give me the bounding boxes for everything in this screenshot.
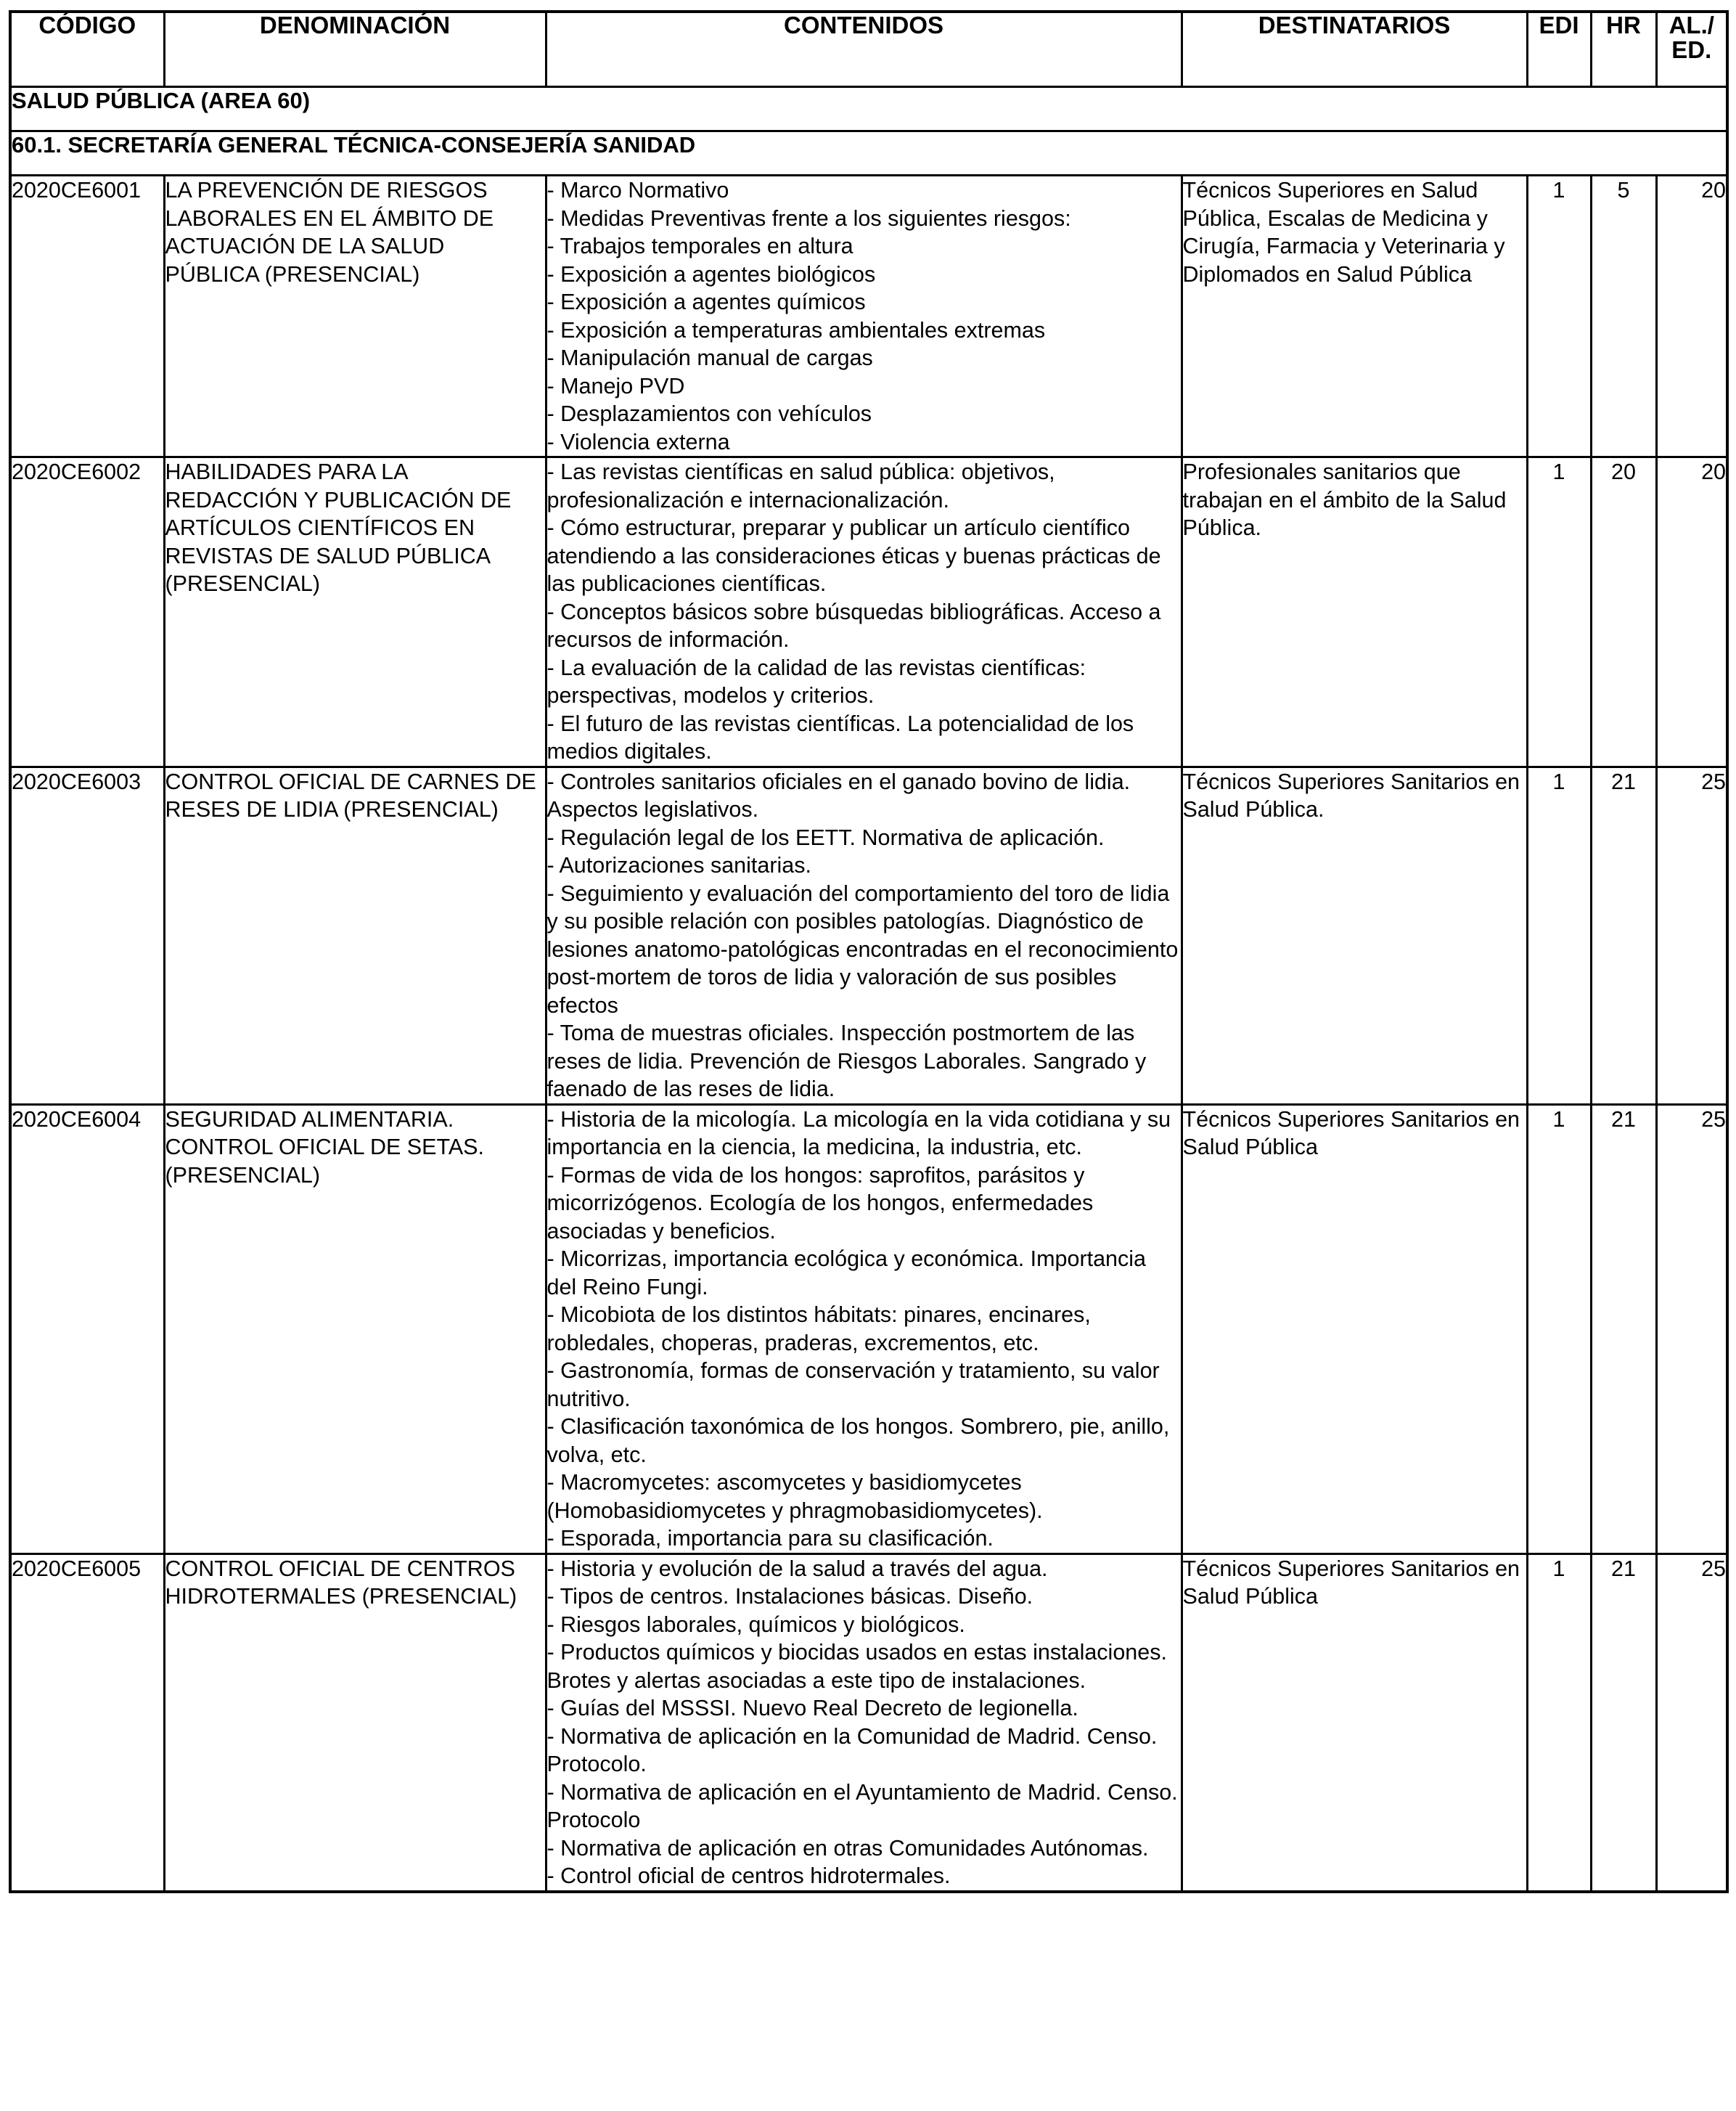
course-contents [546,767,1182,1104]
course-al-ed: 25 [1656,767,1727,1104]
content-line: - Toma de muestras oficiales. Inspección postmortem de las reses de lidia. Prevención de Riesgos Laborales. Sangrado y faenado de las reses de lidia. [546,1021,1147,1101]
content-line: - Manejo PVD [546,373,685,399]
header-row [10,12,1727,87]
content-line: - Exposición a agentes biológicos [546,261,876,287]
course-code: 2020CE6003 [10,767,164,1104]
course-name: CONTROL OFICIAL DE CARNES DE RESES DE LIDIA (PRESENCIAL) [164,767,546,1104]
content-line: - Marco Normativo [546,178,729,203]
course-hr: 21 [1591,767,1656,1104]
course-row [10,1104,1727,1553]
course-row [10,767,1727,1104]
content-line: - El futuro de las revistas científicas. La potencialidad de los medios digitales. [546,711,1134,764]
content-line: - Formas de vida de los hongos: saprofitos, parásitos y micorrizógenos. Ecología de los hongos, enfermedades asociadas y beneficios. [546,1162,1094,1244]
content-line: - Riesgos laborales, químicos y biológicos. [546,1612,965,1637]
col-header-destinatarios: DESTINATARIOS [1182,12,1527,87]
content-line: - Micorrizas, importancia ecológica y económica. Importancia del Reino Fungi. [546,1246,1147,1299]
col-header-al-ed-line2: ED. [1671,36,1712,63]
content-line: - Productos químicos y biocidas usados en estas instalaciones. Brotes y alertas asociadas a este tipo de instalaciones. [546,1640,1167,1693]
course-recipients: Técnicos Superiores Sanitarios en Salud Pública [1182,1553,1527,1892]
course-row [10,457,1727,767]
content-line: - Cómo estructurar, preparar y publicar un artículo científico atendiendo a las consideraciones éticas y buenas prácticas de las publicaciones científicas. [546,515,1161,596]
course-recipients: Técnicos Superiores Sanitarios en Salud Pública. [1182,767,1527,1104]
col-header-contenidos: CONTENIDOS [546,12,1182,87]
area-row [10,87,1727,131]
content-line: - Conceptos básicos sobre búsquedas bibliográficas. Acceso a recursos de información. [546,599,1161,652]
course-hr: 21 [1591,1553,1656,1892]
subarea-row [10,131,1727,176]
course-edi: 1 [1527,457,1591,767]
content-line: - Autorizaciones sanitarias. [546,853,811,878]
course-al-ed: 20 [1656,176,1727,457]
subarea-title: 60.1. SECRETARÍA GENERAL TÉCNICA-CONSEJERÍA SANIDAD [10,131,1727,176]
content-line: - Clasificación taxonómica de los hongos. Sombrero, pie, anillo, volva, etc. [546,1414,1170,1467]
courses-table [9,10,1729,1893]
course-edi: 1 [1527,1553,1591,1892]
course-hr: 20 [1591,457,1656,767]
content-line: - Normativa de aplicación en el Ayuntamiento de Madrid. Censo. Protocolo [546,1779,1178,1832]
course-hr: 5 [1591,176,1656,457]
course-contents [546,457,1182,767]
content-line: - Exposición a agentes químicos [546,290,866,314]
content-line: - Normativa de aplicación en otras Comunidades Autónomas. [546,1835,1149,1861]
col-header-al-ed-line1: AL./ [1669,12,1714,38]
course-contents [546,1104,1182,1553]
content-line: - Manipulación manual de cargas [546,346,873,370]
course-row [10,1553,1727,1892]
course-name: SEGURIDAD ALIMENTARIA. CONTROL OFICIAL DE SETAS. (PRESENCIAL) [164,1104,546,1553]
content-line: - Violencia externa [546,429,730,454]
course-name: HABILIDADES PARA LA REDACCIÓN Y PUBLICACIÓN DE ARTÍCULOS CIENTÍFICOS EN REVISTAS DE SALUD PÚBLICA (PRESENCIAL) [164,457,546,767]
content-line: - Las revistas científicas en salud pública: objetivos, profesionalización e internacionalización. [546,460,1055,513]
col-header-al-ed [1656,12,1727,87]
content-line: - Gastronomía, formas de conservación y tratamiento, su valor nutritivo. [546,1358,1160,1411]
content-line: - Normativa de aplicación en la Comunidad de Madrid. Censo. Protocolo. [546,1723,1158,1776]
content-line: - Medidas Preventivas frente a los siguientes riesgos: [546,205,1071,231]
content-line: - Historia y evolución de la salud a través del agua. [546,1556,1048,1581]
course-al-ed: 25 [1656,1104,1727,1553]
course-contents [546,1553,1182,1892]
content-line: - Guías del MSSSI. Nuevo Real Decreto de legionella. [546,1696,1078,1720]
course-edi: 1 [1527,767,1591,1104]
course-recipients: Técnicos Superiores Sanitarios en Salud Pública [1182,1104,1527,1553]
course-code: 2020CE6001 [10,176,164,457]
content-line: - Micobiota de los distintos hábitats: pinares, encinares, robledales, choperas, praderas, excrementos, etc. [546,1302,1091,1355]
course-recipients: Técnicos Superiores en Salud Pública, Escalas de Medicina y Cirugía, Farmacia y Veterinaria y Diplomados en Salud Pública [1182,176,1527,457]
course-code: 2020CE6005 [10,1553,164,1892]
course-edi: 1 [1527,176,1591,457]
content-line: - Desplazamientos con vehículos [546,401,872,426]
course-edi: 1 [1527,1104,1591,1553]
content-line: - Control oficial de centros hidrotermales. [546,1863,951,1888]
content-line: - Regulación legal de los EETT. Normativa de aplicación. [546,825,1105,850]
col-header-hr: HR [1591,12,1656,87]
col-header-edi: EDI [1527,12,1591,87]
content-line: - Controles sanitarios oficiales en el ganado bovino de lidia. Aspectos legislativos. [546,769,1131,822]
content-line: - Exposición a temperaturas ambientales extremas [546,317,1046,343]
course-al-ed: 20 [1656,457,1727,767]
course-code: 2020CE6004 [10,1104,164,1553]
course-code: 2020CE6002 [10,457,164,767]
area-title: SALUD PÚBLICA (AREA 60) [10,87,1727,131]
col-header-codigo: CÓDIGO [10,12,164,87]
course-contents [546,176,1182,457]
content-line: - Macromycetes: ascomycetes y basidiomycetes (Homobasidiomycetes y phragmobasidiomycetes). [546,1470,1043,1523]
course-hr: 21 [1591,1104,1656,1553]
content-line: - Seguimiento y evaluación del comportamiento del toro de lidia y su posible relación con posibles patologías. Diagnóstico de lesiones anatomo-patológicas encontradas en el reconocimiento post-mortem de toros de lidia y valoración de sus posibles efectos [546,881,1179,1018]
course-recipients: Profesionales sanitarios que trabajan en el ámbito de la Salud Pública. [1182,457,1527,767]
content-line: - La evaluación de la calidad de las revistas científicas: perspectivas, modelos y criterios. [546,655,1086,708]
course-row [10,176,1727,457]
content-line: - Historia de la micología. La micología en la vida cotidiana y su importancia en la ciencia, la medicina, la industria, etc. [546,1106,1171,1159]
course-name: CONTROL OFICIAL DE CENTROS HIDROTERMALES (PRESENCIAL) [164,1553,546,1892]
course-al-ed: 25 [1656,1553,1727,1892]
col-header-denominacion: DENOMINACIÓN [164,12,546,87]
content-line: - Trabajos temporales en altura [546,234,853,258]
content-line: - Esporada, importancia para su clasificación. [546,1526,994,1551]
course-name: LA PREVENCIÓN DE RIESGOS LABORALES EN EL ÁMBITO DE ACTUACIÓN DE LA SALUD PÚBLICA (PRESENCIAL) [164,176,546,457]
content-line: - Tipos de centros. Instalaciones básicas. Diseño. [546,1584,1033,1609]
